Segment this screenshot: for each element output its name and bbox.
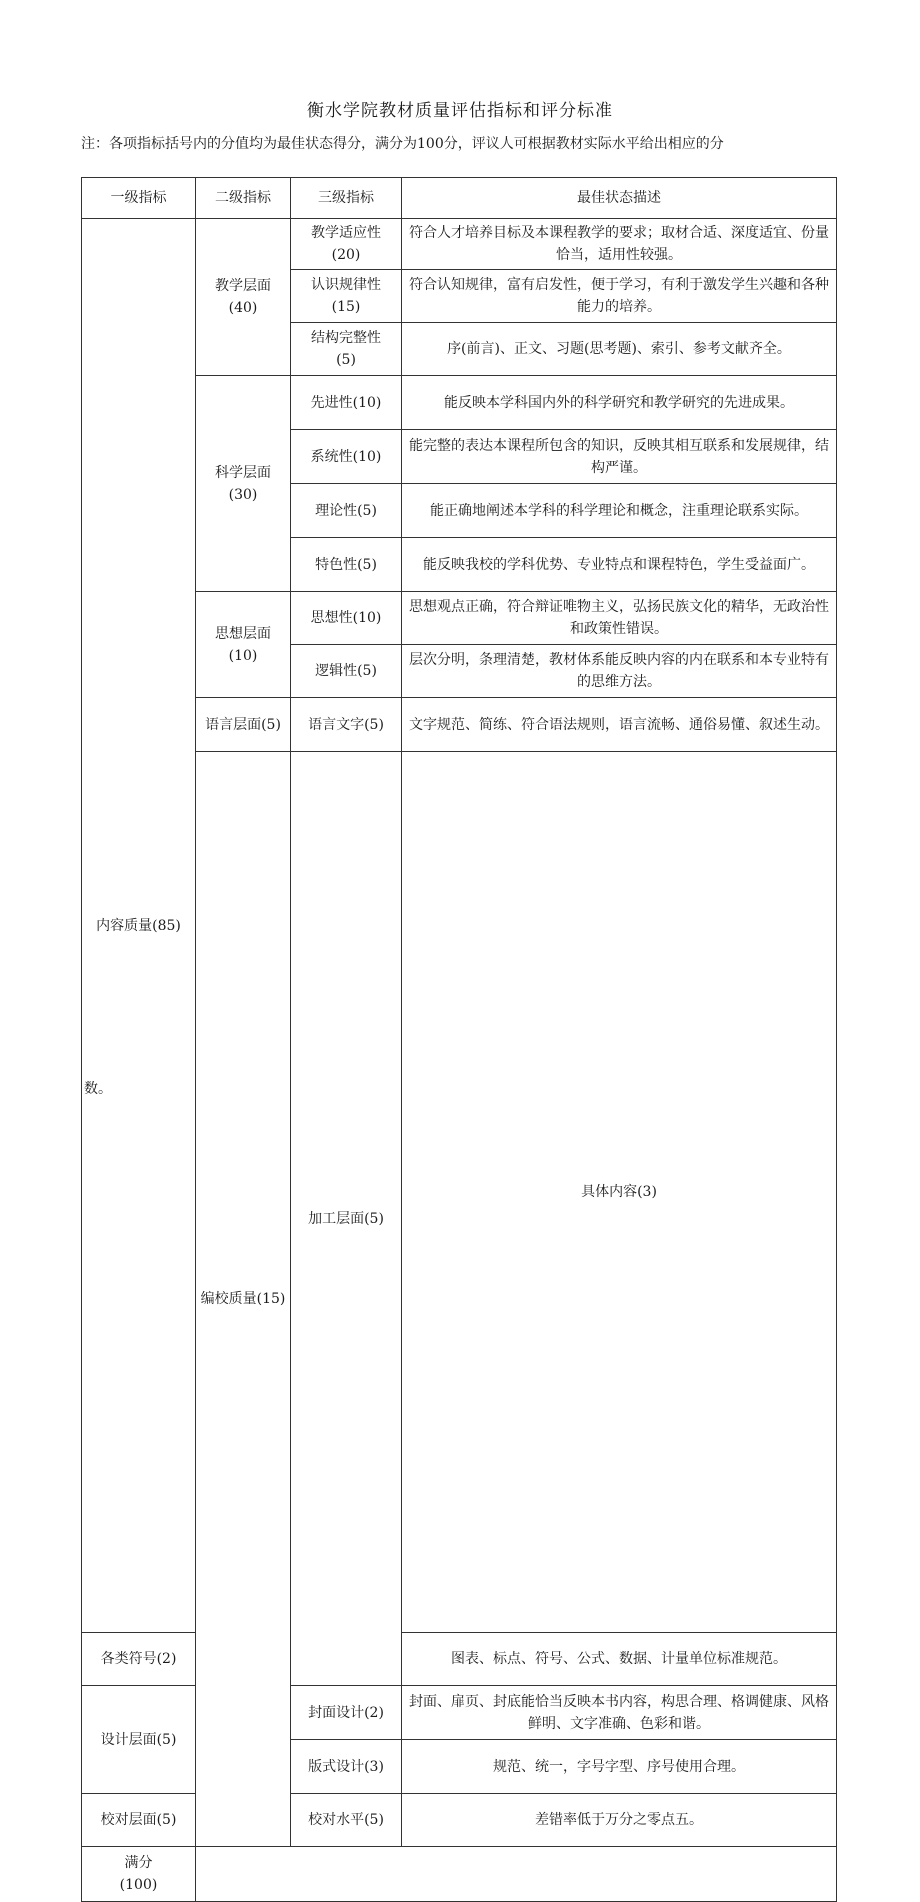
header-level3: 三级指标 (291, 178, 402, 219)
level3-cell: 具体内容(3) (402, 752, 837, 1633)
level3-cell: 理论性(5) (291, 484, 402, 538)
level3-score: (20) (331, 247, 361, 263)
evaluation-table (81, 177, 837, 1902)
desc-cell: 能正确地阐述本学科的科学理论和概念，注重理论联系实际。 (402, 484, 837, 538)
total-score-label (82, 1847, 196, 1902)
level2-science-name: 科学层面 (215, 464, 271, 481)
desc-cell: 能完整的表达本课程所包含的知识，反映其相互联系和发展规律，结构严谨。 (402, 430, 837, 484)
level2-process: 加工层面(5) (291, 752, 402, 1686)
level2-teaching-score: (40) (228, 300, 258, 316)
level3-cell (291, 270, 402, 323)
header-level1: 一级指标 (82, 178, 196, 219)
level2-design: 设计层面(5) (82, 1686, 196, 1794)
level1-edit-quality: 编校质量(15) (196, 752, 291, 1847)
level3-score: (15) (331, 299, 361, 315)
desc-cell: 符合认知规律，富有启发性，便于学习，有利于激发学生兴趣和各种能力的培养。 (402, 270, 837, 323)
level3-cell (291, 219, 402, 270)
desc-cell: 图表、标点、符号、公式、数据、计量单位标准规范。 (402, 1633, 837, 1686)
level2-science (196, 376, 291, 592)
desc-cell: 差错率低于万分之零点五。 (402, 1794, 837, 1847)
level3-cell: 思想性(10) (291, 592, 402, 645)
level3-name: 结构完整性 (311, 330, 381, 346)
desc-cell: 能反映本学科国内外的科学研究和教学研究的先进成果。 (402, 376, 837, 430)
header-desc: 最佳状态描述 (402, 178, 837, 219)
level2-language: 语言层面(5) (196, 698, 291, 752)
desc-cell: 思想观点正确，符合辩证唯物主义，弘扬民族文化的精华，无政治性和政策性错误。 (402, 592, 837, 645)
total-value: (100) (119, 1877, 158, 1893)
level1-content-quality: 内容质量(85) (82, 219, 196, 1633)
level3-cell: 语言文字(5) (291, 698, 402, 752)
level3-cell: 特色性(5) (291, 538, 402, 592)
level3-cell: 版式设计(3) (291, 1740, 402, 1794)
level3-cell: 逻辑性(5) (291, 645, 402, 698)
level3-cell: 系统性(10) (291, 430, 402, 484)
level2-thought (196, 592, 291, 698)
desc-cell: 能反映我校的学科优势、专业特点和课程特色，学生受益面广。 (402, 538, 837, 592)
level2-teaching (196, 219, 291, 376)
desc-cell: 层次分明，条理清楚，教材体系能反映内容的内在联系和本专业特有的思维方法。 (402, 645, 837, 698)
level2-thought-name: 思想层面 (215, 625, 271, 642)
level3-cell: 封面设计(2) (291, 1686, 402, 1740)
desc-cell: 符合人才培养目标及本课程教学的要求；取材合适、深度适宜、份量恰当，适用性较强。 (402, 219, 837, 270)
desc-cell: 序(前言)、正文、习题(思考题)、索引、参考文献齐全。 (402, 323, 837, 376)
level3-cell: 先进性(10) (291, 376, 402, 430)
level3-cell: 各类符号(2) (82, 1633, 196, 1686)
level2-thought-score: (10) (228, 647, 258, 664)
level3-cell: 校对水平(5) (291, 1794, 402, 1847)
level3-score: (5) (336, 352, 356, 368)
header-level2: 二级指标 (196, 178, 291, 219)
level2-proof: 校对层面(5) (82, 1794, 196, 1847)
level2-teaching-name: 教学层面 (215, 278, 271, 294)
total-score-cell (196, 1847, 837, 1902)
desc-cell: 封面、扉页、封底能恰当反映本书内容，构思合理、格调健康、风格鲜明、文字准确、色彩和谐。 (402, 1686, 837, 1740)
note-continuation: 数。 (84, 1081, 112, 1097)
scoring-note: 注：各项指标括号内的分值均为最佳状态得分，满分为100分，评议人可根据教材实际水平给出相应的分 (81, 136, 724, 152)
total-label: 满分 (124, 1855, 153, 1871)
level3-cell (291, 323, 402, 376)
document-title: 衡水学院教材质量评估指标和评分标准 (307, 101, 613, 121)
level3-name: 认识规律性 (311, 277, 381, 293)
desc-cell: 文字规范、简练、符合语法规则，语言流畅、通俗易懂、叙述生动。 (402, 698, 837, 752)
level3-name: 教学适应性 (311, 225, 381, 241)
desc-cell: 规范、统一，字号字型、序号使用合理。 (402, 1740, 837, 1794)
level2-science-score: (30) (228, 486, 258, 503)
